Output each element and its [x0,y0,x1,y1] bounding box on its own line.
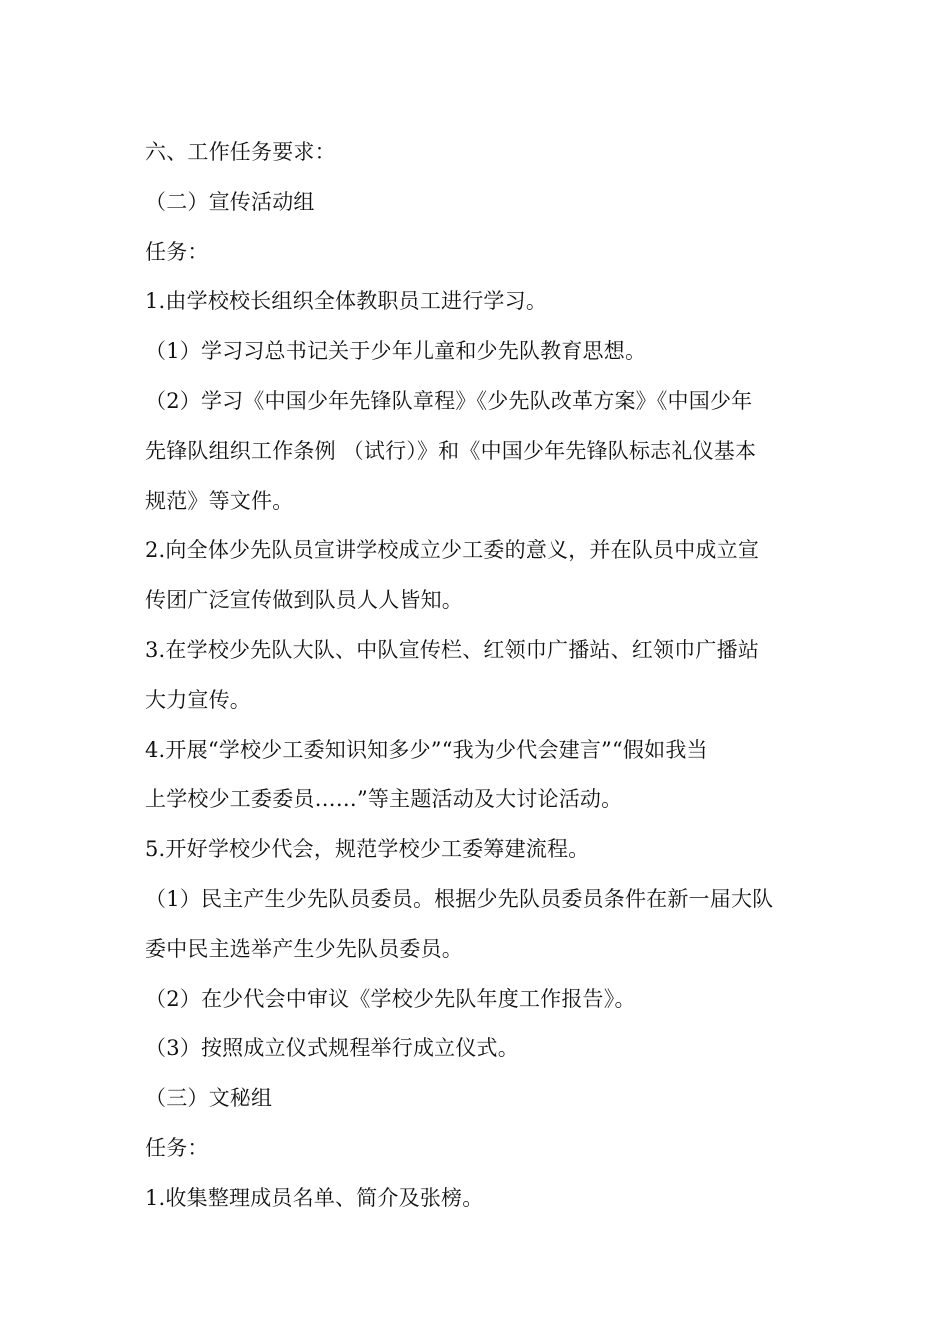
text-line: （1）民主产生少先队员委员。根据少先队员委员条件在新一届大队 [145,886,774,911]
document-body [145,128,817,1224]
section-heading: 六、工作任务要求： [145,140,336,164]
text-line: 上学校少工委委员……”等主题活动及大讨论活动。 [145,787,623,812]
text-line: 2.向全体少先队员宣讲学校成立少工委的意义，并在队员中成立宣 [145,538,760,563]
text-line: 5.开好学校少代会，规范学校少工委筹建流程。 [145,837,590,862]
text-line: 先锋队组织工作条例 （试行）》和《中国少年先锋队标志礼仪基本 [145,438,757,463]
text-line: （2）学习《中国少年先锋队章程》《少先队改革方案》《中国少年 [145,388,753,413]
text-line: 委中民主选举产生少先队员委员。 [145,936,463,961]
text-line: （3）按照成立仪式规程举行成立仪式。 [145,1036,519,1061]
text-line: （2）在少代会中审议《学校少先队年度工作报告》。 [145,986,636,1011]
task-label: 任务： [145,239,209,264]
text-line: 1.收集整理成员名单、简介及张榜。 [145,1185,484,1210]
subsection-heading: （二）宣传活动组 [145,189,315,214]
task-label: 任务： [145,1135,209,1160]
text-line: 4.开展“学校少工委知识知多少”“我为少代会建言”“假如我当 [145,737,708,762]
text-line: 1.由学校校长组织全体教职员工进行学习。 [145,289,548,314]
text-line: 3.在学校少先队大队、中队宣传栏、红领巾广播站、红领巾广播站 [145,637,760,662]
subsection-heading: （三）文秘组 [145,1086,273,1111]
text-line: 大力宣传。 [145,687,251,712]
text-line: 传团广泛宣传做到队员人人皆知。 [145,588,463,613]
text-line: （1）学习习总书记关于少年儿童和少先队教育思想。 [145,339,647,364]
text-line: 规范》等文件。 [145,488,294,513]
